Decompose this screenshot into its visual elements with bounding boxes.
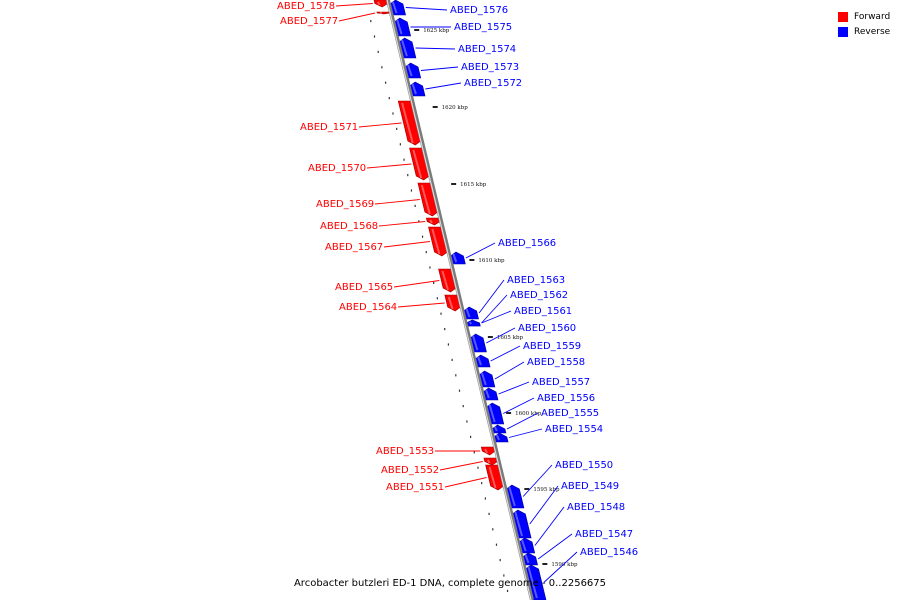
gene-arrow[interactable] [374,0,388,7]
ruler-dot [492,528,493,530]
gene-label[interactable]: ABED_1567 [325,242,384,253]
gene-arrow[interactable] [484,458,498,465]
ruler-dot [415,205,416,207]
kbp-tick-label: 1600 kbp [515,411,542,417]
ruler-dot [429,266,430,268]
kbp-tick [451,183,456,185]
strand-legend [838,9,890,39]
ruler-dot [389,97,390,99]
gene-leader-line [440,462,483,471]
gene-abed-1578[interactable] [374,0,388,7]
legend-item-reverse [838,24,890,39]
gene-leader-line [336,4,373,7]
ruler-dot [407,174,408,176]
gene-abed-1553[interactable] [481,447,495,455]
legend-label-reverse: Reverse [854,26,891,37]
kbp-tick [469,259,474,261]
ruler-dot [485,497,486,499]
kbp-tick-label: 1610 kbp [478,258,505,264]
gene-highlight [470,322,471,324]
gene-leader-line [416,48,455,49]
ruler-dot [474,451,475,453]
ruler-dot [374,35,375,37]
gene-label[interactable]: ABED_1577 [280,16,339,27]
gene-label[interactable]: ABED_1560 [518,323,577,334]
gene-label[interactable]: ABED_1575 [454,22,513,33]
gene-leader-line [375,200,420,205]
gene-leader-line [421,67,458,71]
gene-label[interactable]: ABED_1550 [555,460,614,471]
ruler-dot [463,405,464,407]
kbp-tick [433,106,438,108]
gene-label[interactable]: ABED_1571 [300,122,359,133]
kbp-tick [488,336,493,338]
gene-label[interactable]: ABED_1548 [567,502,626,513]
gene-label[interactable]: ABED_1557 [532,377,591,388]
gene-leader-line [499,382,529,394]
gene-leader-line [394,281,439,288]
gene-leader-line [367,164,411,168]
ruler-dot [433,282,434,284]
gene-label[interactable]: ABED_1562 [510,290,569,301]
reverse-swatch [838,27,848,37]
gene-arrow[interactable] [494,433,508,442]
gene-leader-line [406,8,447,11]
gene-abed-1552[interactable] [484,458,498,465]
gene-label[interactable]: ABED_1547 [575,529,634,540]
ruler-dot [503,574,504,576]
gene-label[interactable]: ABED_1553 [376,446,435,457]
kbp-tick-label: 1625 kbp [423,28,450,34]
gene-label[interactable]: ABED_1558 [527,357,586,368]
gene-leader-line [379,222,425,227]
ruler-dot [481,482,482,484]
gene-arrow[interactable] [426,218,440,225]
gene-leader-line [445,478,487,488]
ruler-dot [477,467,478,469]
gene-arrow[interactable] [377,12,390,14]
gene-label[interactable]: ABED_1561 [514,306,573,317]
gene-leader-line [339,13,375,21]
forward-swatch [838,12,848,22]
kbp-tick-label: 1590 kbp [551,562,578,568]
gene-label[interactable]: ABED_1570 [308,163,367,174]
gene-label[interactable]: ABED_1578 [277,1,336,12]
ruler-dot [400,143,401,145]
gene-leader-line [535,507,564,546]
ruler-dot [500,559,501,561]
gene-label[interactable]: ABED_1572 [464,78,523,89]
kbp-tick [542,563,547,565]
gene-leader-line [466,243,495,258]
gene-label[interactable]: ABED_1568 [320,221,379,232]
gene-label[interactable]: ABED_1546 [580,547,639,558]
ruler-dot [370,20,371,22]
gene-leader-line [482,295,507,323]
gene-label[interactable]: ABED_1556 [537,393,596,404]
gene-label[interactable]: ABED_1559 [523,341,582,352]
ruler-dot [440,313,441,315]
gene-label[interactable]: ABED_1554 [545,424,604,435]
kbp-tick-label: 1620 kbp [441,105,468,111]
kbp-tick-label: 1605 kbp [496,335,524,341]
gene-leader-line [425,83,461,89]
legend-item-forward [838,9,890,24]
gene-leader-line [538,534,572,559]
ruler-dot [437,297,438,299]
ruler-dot [444,328,445,330]
gene-label[interactable]: ABED_1551 [386,482,445,493]
kbp-tick [506,412,511,414]
gene-arrow[interactable] [492,425,506,433]
ruler-dot [396,128,397,130]
gene-abed-1561[interactable] [467,320,481,326]
ruler-dot [496,544,497,546]
legend-label-forward: Forward [854,11,891,22]
gene-leader-line [398,303,445,307]
ruler-dot [452,359,453,361]
ruler-dot [488,513,489,515]
gene-arrow[interactable] [467,320,481,326]
gene-leader-line [491,346,520,361]
gene-leader-line [479,280,504,313]
ruler-dot [448,343,449,345]
gene-leader-line [359,123,402,127]
gene-leader-line [509,429,542,438]
ruler-dot [378,51,379,53]
kbp-tick [414,29,419,31]
kbp-tick-label: 1615 kbp [460,182,487,188]
ruler-dot [385,82,386,84]
gene-leader-line [495,362,524,379]
gene-leader-line [384,242,430,248]
gene-label[interactable]: ABED_1576 [450,5,509,16]
gene-abed-1554[interactable] [494,433,508,442]
gene-label[interactable]: ABED_1563 [507,275,566,286]
gene-label[interactable]: ABED_1569 [316,199,375,210]
gene-arrow[interactable] [481,447,495,455]
gene-label[interactable]: ABED_1549 [561,481,620,492]
ruler-dot [411,189,412,191]
genome-caption: Arcobacter butzleri ED-1 DNA, complete genome - 0..2256675 [293,578,607,589]
ruler-dot [426,251,427,253]
gene-label[interactable]: ABED_1555 [541,408,600,419]
ruler-dot [466,420,467,422]
gene-label[interactable]: ABED_1574 [458,44,517,55]
gene-abed-1568[interactable] [426,218,440,225]
kbp-tick-label: 1595 kbp [533,487,560,493]
gene-label[interactable]: ABED_1566 [498,238,557,249]
ruler-dot [403,159,404,161]
ruler-dot [459,390,460,392]
kbp-tick [524,488,529,490]
ruler-dot [470,436,471,438]
ruler-dot [381,66,382,68]
gene-leader-line [482,311,511,323]
gene-label[interactable]: ABED_1564 [339,302,398,313]
gene-abed-1577[interactable] [377,12,390,14]
gene-abed-1555[interactable] [492,425,506,433]
ruler-dot [422,236,423,238]
ruler-dot [507,590,508,592]
gene-label[interactable]: ABED_1552 [381,465,440,476]
ruler-dot [455,374,456,376]
ruler-dot [392,112,393,114]
gene-label[interactable]: ABED_1565 [335,282,394,293]
gene-label[interactable]: ABED_1573 [461,62,520,73]
